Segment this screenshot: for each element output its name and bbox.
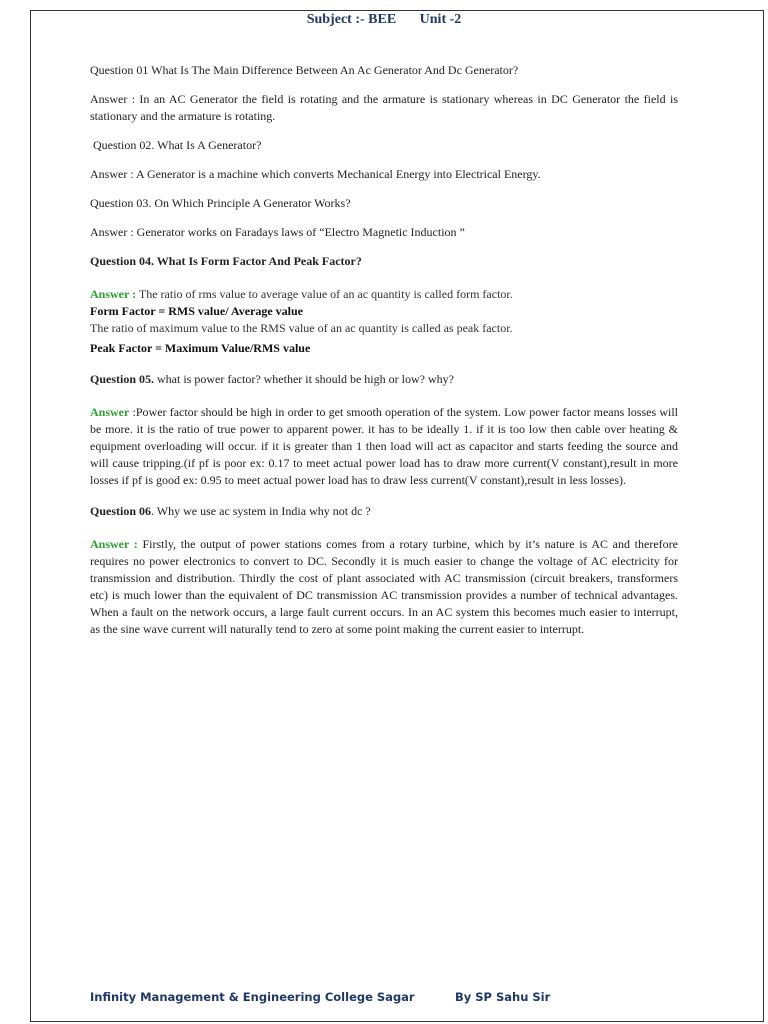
footer-author: By SP Sahu Sir bbox=[455, 990, 551, 1004]
question-2: Question 02. What Is A Generator? bbox=[93, 138, 262, 152]
qa-block-3 bbox=[90, 195, 678, 212]
unit-title: Unit -2 bbox=[419, 12, 462, 27]
answer-block-4 bbox=[90, 286, 678, 357]
question-1: Question 01 What Is The Main Difference Between An Ac Generator And Dc Generator? bbox=[90, 63, 519, 77]
document-body bbox=[90, 62, 678, 650]
qa-block-4 bbox=[90, 253, 678, 270]
answer-5 bbox=[90, 404, 678, 489]
answer-6 bbox=[90, 536, 678, 638]
answer-6-text: Firstly, the output of power stations comes from a rotary turbine, which by it’s nature is AC and therefore requires no power electronics to convert to DC. Secondly it is much easier to change the voltage of AC electricity for transmission and distribution. Thirdly the cost of plant associated with AC transmission (circuit breakers, transformers etc) is much lower than the equivalent of DC transmission AC transmission provides a number of technical advantages. When a fault on the network occurs, a large fault current occurs. In an AC system this becomes much easier to interrupt, as the sine wave current will naturally tend to zero at some point making the current easier to interrupt. bbox=[90, 537, 678, 636]
answer-5-label: Answer bbox=[90, 405, 130, 419]
page-header bbox=[0, 12, 768, 28]
answer-6-label: Answer : bbox=[90, 537, 138, 551]
answer-3: Answer : Generator works on Faradays laws of “Electro Magnetic Induction ” bbox=[90, 225, 465, 239]
answer-4-label: Answer : bbox=[90, 287, 137, 301]
question-6 bbox=[90, 503, 678, 520]
qa-block-6 bbox=[90, 503, 678, 520]
answer-1: Answer : In an AC Generator the field is rotating and the armature is stationary whereas in DC Generator the field is stationary and the armature is rotating. bbox=[90, 92, 678, 123]
answer-block-1 bbox=[90, 91, 678, 125]
question-6-label: Question 06 bbox=[90, 504, 152, 518]
footer-college: Infinity Management & Engineering College Sagar bbox=[90, 990, 415, 1004]
answer-block-6 bbox=[90, 536, 678, 638]
qa-block-5 bbox=[90, 371, 678, 388]
answer-4-peak-text: The ratio of maximum value to the RMS value of an ac quantity is called as peak factor. bbox=[90, 321, 513, 335]
answer-2: Answer : A Generator is a machine which converts Mechanical Energy into Electrical Energy. bbox=[90, 167, 541, 181]
answer-4-line-1 bbox=[90, 286, 678, 303]
answer-5-text: :Power factor should be high in order to get smooth operation of the system. Low power factor means losses will be more. it is the ratio of true power to apparent power. it has to be ideally 1. if it is too low then cable over heating & equipment overloading will occur. if it is greater than 1 then load will act as capacitor and starts feeding the source and will cause tripping.(if pf is poor ex: 0.17 to meet actual power load has to draw more current(V constant),result in more losses if pf is good ex: 0.95 to meet actual power load has to draw less current(V constant),result in less losses). bbox=[90, 405, 678, 487]
answer-block-3 bbox=[90, 224, 678, 241]
form-factor-formula: Form Factor = RMS value/ Average value bbox=[90, 304, 304, 318]
question-6-text: . Why we use ac system in India why not dc ? bbox=[151, 504, 371, 518]
subject-title: Subject :- BEE bbox=[306, 12, 397, 27]
question-5 bbox=[90, 371, 678, 388]
qa-block-2 bbox=[90, 137, 678, 154]
question-3: Question 03. On Which Principle A Generator Works? bbox=[90, 196, 351, 210]
question-4: Question 04. What Is Form Factor And Peak Factor? bbox=[90, 254, 362, 268]
answer-block-2 bbox=[90, 166, 678, 183]
answer-4-form-text: The ratio of rms value to average value of an ac quantity is called form factor. bbox=[136, 287, 513, 301]
question-5-label: Question 05. bbox=[90, 372, 155, 386]
question-5-text: what is power factor? whether it should be high or low? why? bbox=[154, 372, 454, 386]
answer-block-5 bbox=[90, 404, 678, 489]
qa-block-1 bbox=[90, 62, 678, 79]
peak-factor-formula: Peak Factor = Maximum Value/RMS value bbox=[90, 341, 311, 355]
